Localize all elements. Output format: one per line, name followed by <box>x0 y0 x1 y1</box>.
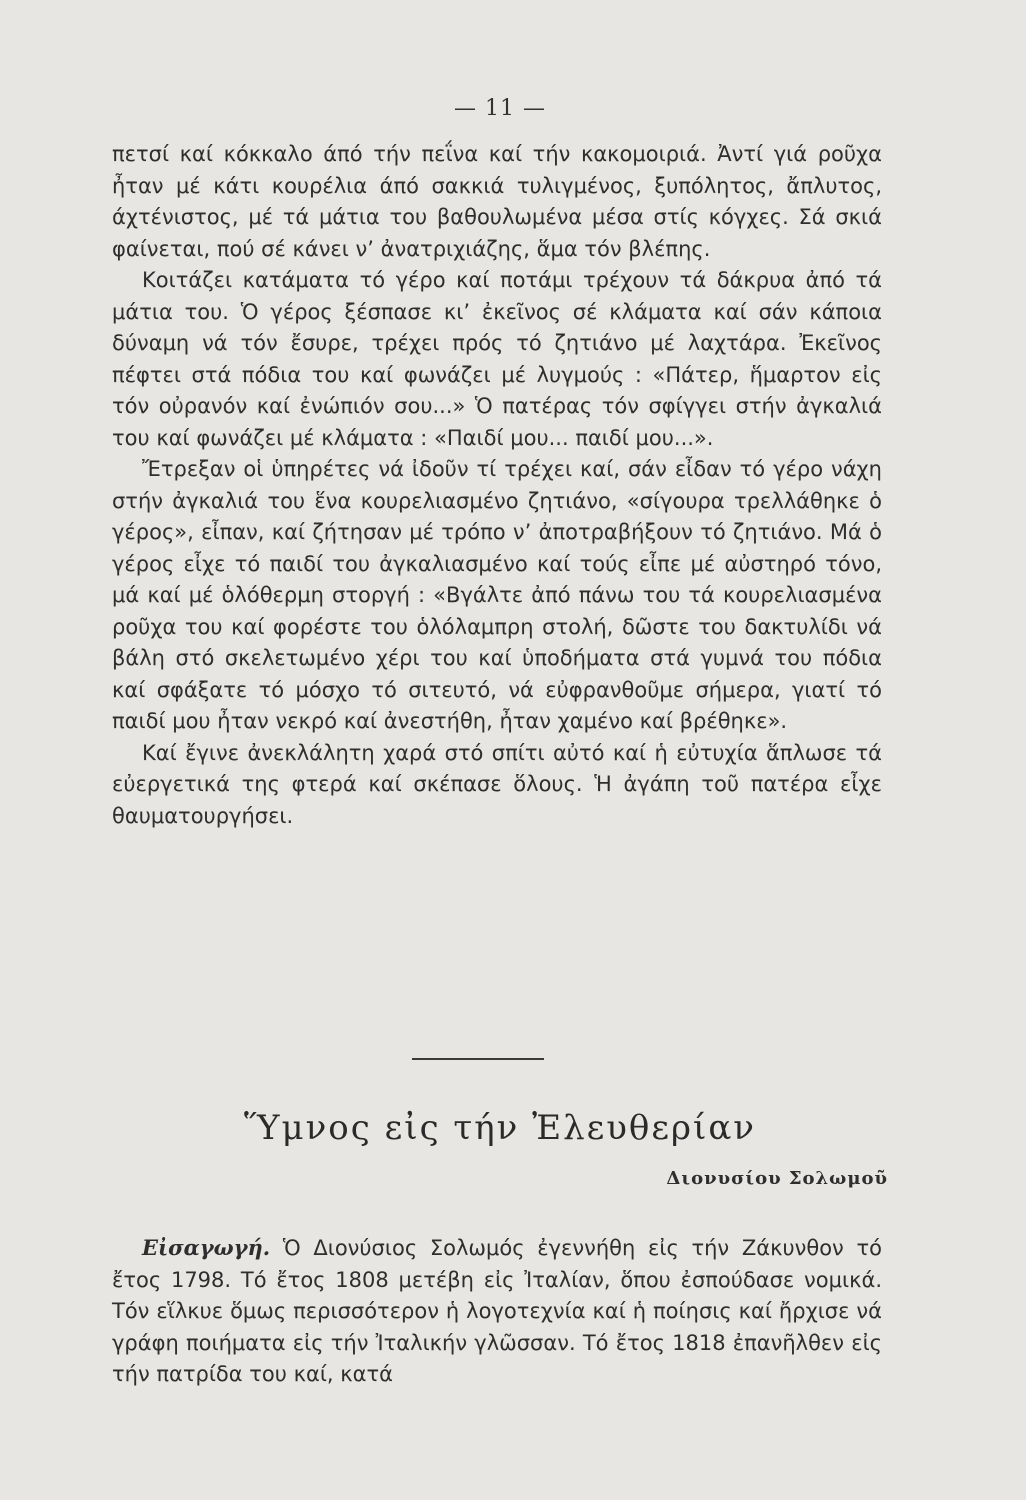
story-paragraph-4: Καί ἔγινε ἀνεκλάλητη χαρά στό σπίτι αὐτό καί ἡ εὐτυχία ἅπλωσε τά εὐεργετικά της φτερά καί σκέπασε ὅλους. Ἡ ἀγάπη τοῦ πατέρα εἶχε θαυματουργήσει. <box>112 740 882 828</box>
introduction-body: Ὁ Διονύσιος Σολωμός ἐγεννήθη εἰς τήν Ζάκυνθον τό ἔτος 1798. Τό ἔτος 1808 μετέβη εἰς Ἰταλίαν, ὅπου ἐσπούδασε νομικά. Τόν εἵλκυε ὅμως περισσότερον ἡ λογοτεχνία καί ἡ ποίησις καί ἤρχισε νά γράφη ποιήματα εἰς τήν Ἰταλικήν γλῶσσαν. Τό ἔτος 1818 ἐπανῆλθεν εἰς τήν πατρίδα του καί, κατά <box>112 1236 882 1386</box>
poem-author: Διονυσίου Σολωμοῦ <box>666 1168 888 1189</box>
story-paragraph-3: Ἔτρεξαν οἱ ὑπηρέτες νά ἰδοῦν τί τρέχει καί, σάν εἶδαν τό γέρο νάχη στήν ἀγκαλιά του ἕνα κουρελιασμένο ζητιάνο, «σίγουρα τρελλάθηκε ὁ γέρος», εἶπαν, καί ζήτησαν μέ τρόπο ν’ ἀποτραβήξουν τό ζητιάνο. Μά ὁ γέρος εἶχε τό παιδί του ἀγκαλιασμένο καί τούς εἶπε μέ αὐστηρό τόνο, μά καί μέ ὁλόθερμη στοργή : «Βγάλτε ἀπό πάνω του τά κουρελιασμένα ροῦχα του καί φορέστε του ὁλόλαμπρη στολή, δῶστε του δακτυλίδι νά βάλη στό σκελετωμένο χέρι του καί ὑποδήματα στά γυμνά του πόδια καί σφάξατε τό μόσχο τό σιτευτό, νά εὐφρανθοῦμε σήμερα, γιατί τό παιδί μου ἦταν νεκρό καί ἀνεστήθη, ἦταν χαμένο καί βρέθηκε». <box>112 457 882 733</box>
introduction-label: Εἰσαγωγή. <box>142 1235 271 1260</box>
section-divider <box>412 1058 544 1060</box>
page-number: — 11 — <box>454 96 546 121</box>
introduction-text <box>112 1232 882 1391</box>
story-paragraph-2: Κοιτάζει κατάματα τό γέρο καί ποτάμι τρέχουν τά δάκρυα ἀπό τά μάτια του. Ὁ γέρος ξέσπασε κι’ ἐκεῖνος σέ κλάματα καί σάν κάποια δύναμη νά τόν ἔσυρε, τρέχει πρός τό ζητιάνο μέ λαχτάρα. Ἐκεῖνος πέφτει στά πόδια του καί φωνάζει μέ λυγμούς : «Πάτερ, ἥμαρτον εἰς τόν οὐρανόν καί ἐνώπιόν σου...» Ὁ πατέρας τόν σφίγγει στήν ἀγκαλιά του καί φωνάζει μέ κλάματα : «Παιδί μου... παιδί μου...». <box>112 268 882 450</box>
introduction-paragraph <box>112 1232 882 1391</box>
story-text <box>112 139 882 832</box>
poem-title: Ὕμνος εἰς τήν Ἐλευθερίαν <box>244 1108 756 1148</box>
story-paragraph-1: πετσί καί κόκκαλο άπό τήν πεΐνα καί τήν κακομοιριά. Ἀντί γιά ροῦχα ἦταν μέ κάτι κουρέλια άπό σακκιά τυλιγμένος, ξυπόλητος, ἄπλυτος, άχτένιστος, μέ τά μάτια του βαθουλωμένα μέσα στίς κόγχες. Σά σκιά φαίνεται, πού σέ κάνει ν’ ἀνατριχιάζης, ἅμα τόν βλέπης. <box>112 142 882 261</box>
